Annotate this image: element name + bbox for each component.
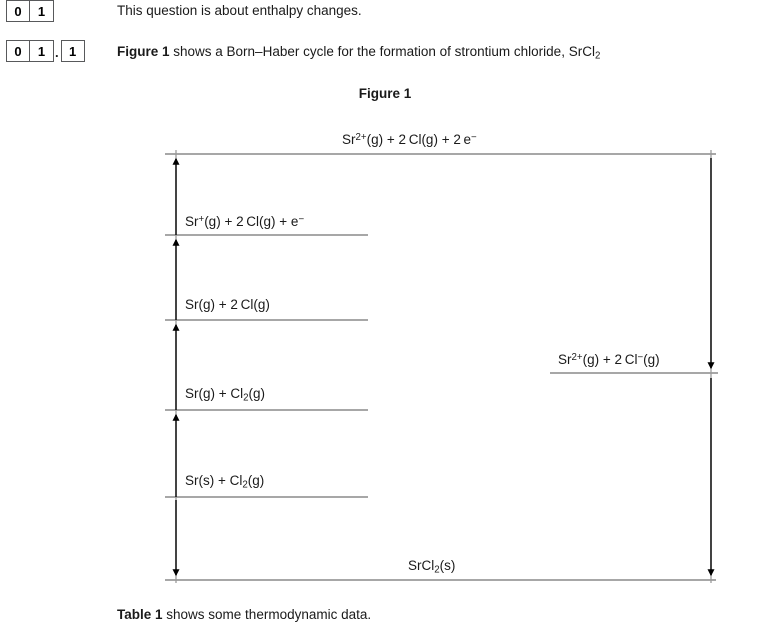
level-label-top: $Sr^{2+}(g) + 2$ Cl(g) + 2 e− (342, 132, 477, 148)
level-label-sr-plus: Sr+(g) + 2 Cl(g) + e− (185, 214, 305, 230)
level-label-sr-g-cl2: $Sr(g) + Cl_2(g)$ (185, 386, 266, 404)
figure-title: Figure 1 (358, 86, 412, 101)
question-stem-text (117, 2, 362, 20)
subquestion-body-text: shows a Born–Haber cycle for the formation of strontium chloride, SrCl (169, 44, 595, 59)
level-label-sr-s-cl2: $Sr(s) + Cl_2(g)$ (185, 473, 265, 491)
subquestion-separator: . (55, 45, 59, 60)
question-number-01-1 (6, 40, 85, 62)
subquestion-part-box: 1 (61, 40, 85, 62)
subquestion-digit-box: 1 (30, 40, 54, 62)
level-label-sr-g-2cl: Sr(g) + 2 Cl(g) (185, 297, 270, 312)
table-reference-note (117, 607, 371, 622)
figure-reference-label: Figure 1 (117, 44, 170, 59)
table-note-text: shows some thermodynamic data. (162, 607, 372, 622)
level-label-ions: $Sr^{2+}(g) + 2$ Cl−(g) (558, 352, 660, 368)
table-reference-label: Table 1 (117, 607, 163, 622)
level-label-srcl2-solid: SrCl$_2$(s) (408, 558, 456, 576)
subquestion-digit-box: 0 (6, 40, 30, 62)
question-stem-label: This question is about enthalpy changes. (117, 3, 362, 18)
srcl2-subscript: 2 (594, 50, 601, 62)
subquestion-stem-text (117, 43, 600, 65)
question-number-01 (6, 0, 54, 22)
question-digit-box: 0 (6, 0, 30, 22)
question-digit-box: 1 (30, 0, 54, 22)
